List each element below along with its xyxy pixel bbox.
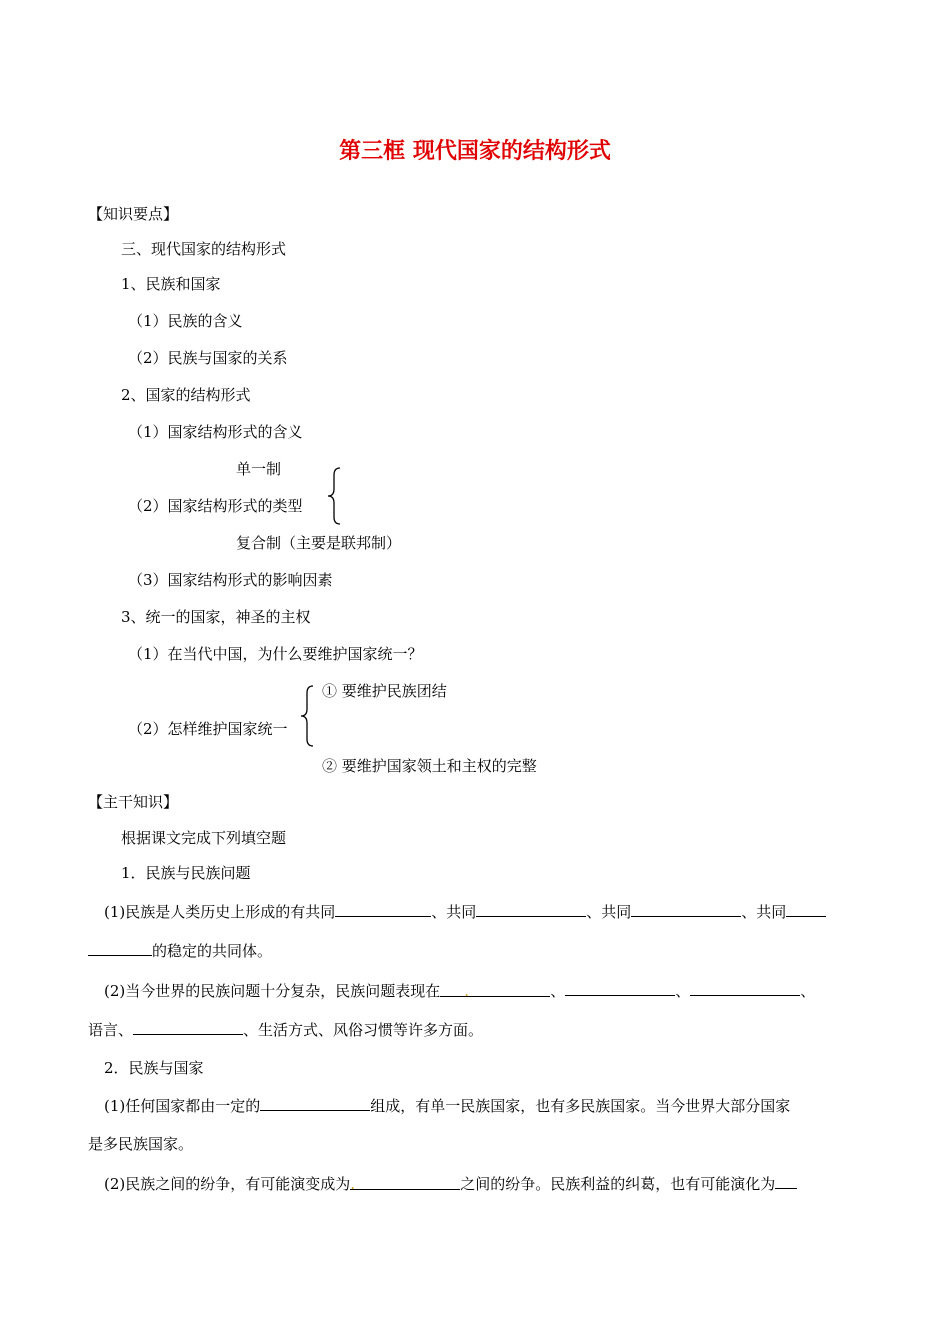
- outline-line: （1）国家结构形式的含义: [128, 423, 303, 441]
- subsection-title: 1．民族与民族问题: [121, 864, 251, 882]
- section-header-main-knowledge: 【主干知识】: [88, 793, 179, 811]
- section-header-key-points: 【知识要点】: [88, 205, 179, 223]
- how-label: （2）怎样维护国家统一: [128, 720, 288, 738]
- outline-line: （1）民族的含义: [128, 312, 243, 330]
- outline-line: 2、国家的结构形式: [121, 386, 251, 404]
- fill-blank[interactable]: [133, 1019, 243, 1035]
- outline-line: （2）民族与国家的关系: [128, 349, 288, 367]
- instruction-text: 根据课文完成下列填空题: [121, 829, 287, 847]
- fill-blank[interactable]: [565, 980, 675, 996]
- question-line: 语言、 、生活方式、风俗习惯等许多方面。: [88, 1021, 484, 1039]
- fill-blank[interactable]: .: [440, 981, 550, 997]
- outline-line: （3）国家结构形式的影响因素: [128, 571, 333, 589]
- outline-line: 1、民族和国家: [121, 275, 221, 293]
- fill-blank[interactable]: [335, 901, 431, 917]
- brace-icon: [326, 467, 342, 525]
- fill-blank[interactable]: [631, 901, 741, 917]
- question-line: (1)任何国家都由一定的 组成，有单一民族国家，也有多民族国家。当今世界大部分国家: [104, 1097, 791, 1115]
- fill-blank[interactable]: [690, 980, 800, 996]
- fill-blank[interactable]: .: [350, 1174, 460, 1190]
- question-line: 的稳定的共同体。: [88, 940, 272, 961]
- question-line: (1)民族是人类历史上形成的有共同 、共同 、共同 、共同: [104, 901, 826, 922]
- types-label: （2）国家结构形式的类型: [128, 497, 303, 515]
- type-unitary: 单一制: [236, 460, 282, 478]
- type-compound: 复合制（主要是联邦制）: [236, 534, 402, 552]
- fill-blank[interactable]: [775, 1173, 797, 1189]
- brace-icon: [299, 685, 315, 747]
- subsection-title: 2．民族与国家: [104, 1059, 204, 1077]
- outline-line: 三、现代国家的结构形式: [121, 240, 287, 258]
- how-item-1: ① 要维护民族团结: [322, 682, 447, 700]
- how-item-2: ② 要维护国家领土和主权的完整: [322, 757, 537, 775]
- question-line: 是多民族国家。: [88, 1135, 194, 1153]
- fill-blank[interactable]: [260, 1095, 370, 1111]
- question-line: (2)民族之间的纷争，有可能演变成为. 之间的纷争。民族利益的纠葛，也有可能演化为: [104, 1173, 797, 1194]
- page-title: 第三框 现代国家的结构形式: [339, 139, 611, 164]
- outline-line: （1）在当代中国，为什么要维护国家统一？: [128, 645, 423, 663]
- fill-blank[interactable]: [786, 901, 826, 917]
- outline-line: 3、统一的国家，神圣的主权: [121, 608, 311, 626]
- fill-blank[interactable]: [476, 901, 586, 917]
- fill-blank[interactable]: [88, 940, 152, 956]
- question-line: (2)当今世界的民族问题十分复杂，民族问题表现在 . 、 、 、: [104, 982, 816, 1000]
